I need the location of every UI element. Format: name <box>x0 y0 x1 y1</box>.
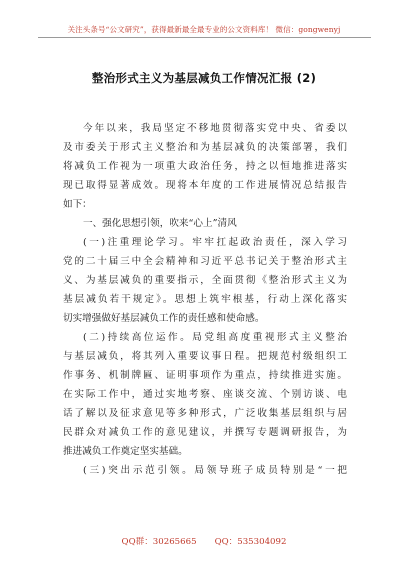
body-line: (三)突出示范引领。局领导班子成员特别是“一把 <box>83 465 347 476</box>
body-line: (一)注重理论学习。牢牢扛起政治责任，深入学习 <box>83 237 347 248</box>
body-line: 民群众对减负工作的意见建议，并撰写专题调研报告，为 <box>63 427 347 438</box>
body-line: 基层减负若干规定》。思想上筑牢根基，行动上深化落实 <box>63 294 347 305</box>
document-title: 整治形式主义为基层减负工作情况汇报 (2) <box>91 71 317 85</box>
body-line: (二)持续高位运作。局党组高度重视形式主义整治 <box>83 332 347 343</box>
body-line: 在实际工作中，通过实地考察、座谈交流、个别访谈、电 <box>63 389 347 400</box>
body-line: 现已取得显著成效。现将本年度的工作进展情况总结报告 <box>63 180 347 191</box>
body-line: 如下： <box>63 199 92 210</box>
body-line: 义、为基层减负的重要指示，全面贯彻《整治形式主义为 <box>63 275 347 286</box>
section-heading: 一、强化思想引领，吹来“心上”清风 <box>83 218 237 229</box>
body-line: 与基层减负，将其列入重要议事日程。把规范村级组织工 <box>63 351 347 362</box>
body-line: 党的二十届三中全会精神和习近平总书记关于整治形式主 <box>63 256 347 267</box>
body-line: 及市委关于形式主义整治和为基层减负的决策部署，我们 <box>63 142 347 153</box>
body-line: 今年以来，我局坚定不移地贯彻落实党中央、省委以 <box>83 123 347 134</box>
qq-number: QQ：535304092 <box>214 537 287 547</box>
header-divider <box>38 37 371 38</box>
body-line: 将减负工作视为一项重大政治任务，持之以恒地推进落实 <box>63 161 347 172</box>
footer-contact <box>0 535 408 547</box>
body-line: 作事务、机制牌匾、证明事项作为重点，持续推进实施。 <box>63 370 347 381</box>
body-line: 推进减负工作奠定坚实基础。 <box>63 446 188 457</box>
header-note: 关注头条号“公文研究”，获得最新最全最专业的公文资料库！ 微信：gongwenyj <box>67 25 341 34</box>
body-line: 切实增强做好基层减负工作的责任感和使命感。 <box>63 313 265 324</box>
body-line: 话了解以及征求意见等多种形式，广泛收集基层组织与居 <box>63 408 347 419</box>
qq-group-number: QQ群：30265665 <box>121 537 197 547</box>
